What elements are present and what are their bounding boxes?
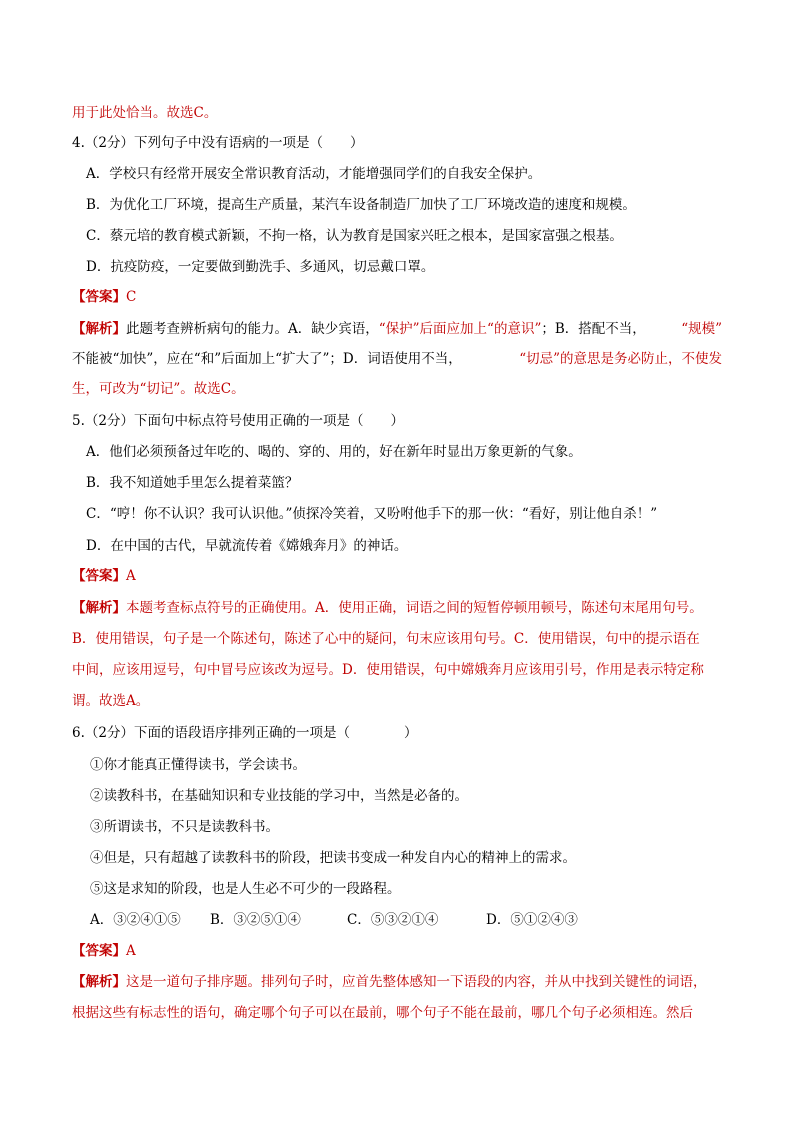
q4-analysis-line-2 (72, 350, 722, 368)
q6-analysis-line-1 (72, 973, 707, 991)
q5-analysis-line-2: B．使用错误，句子是一个陈述句，陈述了心中的疑问，句末应该用句号。C．使用错误，句中的提示语在 (72, 631, 700, 647)
analysis-highlight: “保护”后面应加上“的意识” (378, 321, 542, 337)
analysis-text: ；B．搭配不当， (541, 321, 646, 337)
analysis-tag: 【解析】 (72, 600, 126, 616)
q4-analysis-line-3: 生，可改为“切记”。故选C。 (72, 381, 245, 397)
analysis-tag: 【解析】 (72, 321, 126, 337)
q6-item-5: ⑤这是求知的阶段，也是人生必不可少的一段路程。 (90, 881, 401, 897)
q6-item-2: ②读教科书，在基础知识和专业技能的学习中，当然是必备的。 (90, 788, 468, 804)
q4-option-b: B．为优化工厂环境，提高生产质量，某汽车设备制造厂加快了工厂环境改造的速度和规模。 (86, 197, 636, 213)
analysis-text: 本题考查标点符号的正确使用。A．使用正确，词语之间的短暂停顿用顿号，陈述句末尾用句号。 (126, 600, 703, 616)
q6-stem: 6.（2分）下面的语段语序排列正确的一项是（ ） (72, 725, 418, 741)
q5-option-b: B．我不知道她手里怎么提着菜篮？ (86, 475, 299, 491)
q6-item-4: ④但是，只有超越了读教科书的阶段，把读书变成一种发自内心的精神上的需求。 (90, 850, 576, 866)
answer-value: A (126, 943, 136, 959)
analysis-highlight: “规模” (681, 321, 722, 337)
answer-value: C (126, 289, 137, 305)
q5-option-d: D．在中国的古代，早就流传着《嫦娥奔月》的神话。 (86, 538, 408, 554)
q5-analysis-line-4: 谓。故选A。 (72, 693, 150, 709)
q4-stem: 4.（2分）下列句子中没有语病的一项是（ ） (72, 135, 364, 151)
q6-item-3: ③所谓读书，不只是读教科书。 (90, 819, 279, 835)
answer-value: A (126, 568, 136, 584)
prev-analysis-tail: 用于此处恰当。故选C。 (72, 105, 218, 121)
q5-option-c: C．“哼！你不认识？我可认识他。”侦探冷笑着，又吩咐他手下的那一伙：“看好，别让他自杀！” (86, 506, 658, 522)
q6-item-1: ①你才能真正懂得读书，学会读书。 (90, 757, 306, 773)
q6-answer (72, 942, 136, 960)
analysis-text: 不能被“加快”，应在“和”后面加上“扩大了”；D．词语使用不当， (72, 351, 462, 367)
q4-answer (72, 288, 136, 306)
answer-tag: 【答案】 (72, 289, 126, 305)
q4-analysis-line-1 (72, 320, 722, 338)
q6-analysis-line-2: 根据这些有标志性的语句，确定哪个句子可以在最前，哪个句子不能在最前，哪几个句子必须相连。然后 (72, 1005, 693, 1021)
q4-option-a: A．学校只有经常开展安全常识教育活动，才能增强同学们的自我安全保护。 (86, 166, 542, 182)
q5-stem: 5.（2分）下面句中标点符号使用正确的一项是（ ） (72, 413, 404, 429)
answer-tag: 【答案】 (72, 943, 126, 959)
q4-option-c: C．蔡元培的教育模式新颖，不拘一格，认为教育是国家兴旺之根本，是国家富强之根基。 (86, 228, 623, 244)
analysis-text: 这是一道句子排序题。排列句子时，应首先整体感知一下语段的内容，并从中找到关键性的词语， (126, 974, 707, 990)
answer-tag: 【答案】 (72, 568, 126, 584)
q6-choice-c: C．⑤③②①④ (347, 912, 439, 928)
q6-choice-d: D．⑤①②④③ (486, 912, 578, 928)
q4-option-d: D．抗疫防疫，一定要做到勤洗手、多通风，切忌戴口罩。 (86, 259, 435, 275)
q5-analysis-line-3: 中间，应该用逗号，句中冒号应该改为逗号。D．使用错误，句中嫦娥奔月应该用引号，作用是表示特定称 (72, 662, 704, 678)
q5-answer (72, 567, 136, 585)
analysis-text: 此题考查辨析病句的能力。A．缺少宾语， (126, 321, 379, 337)
q6-choice-b: B．③②⑤①④ (210, 912, 301, 928)
analysis-tag: 【解析】 (72, 974, 126, 990)
analysis-highlight: “切忌”的意思是务必防止，不使发 (519, 351, 722, 367)
q5-option-a: A．他们必须预备过年吃的、喝的、穿的、用的，好在新年时显出万象更新的气象。 (86, 444, 582, 460)
q6-choice-a: A．③②④①⑤ (90, 912, 181, 928)
q5-analysis-line-1 (72, 599, 703, 617)
